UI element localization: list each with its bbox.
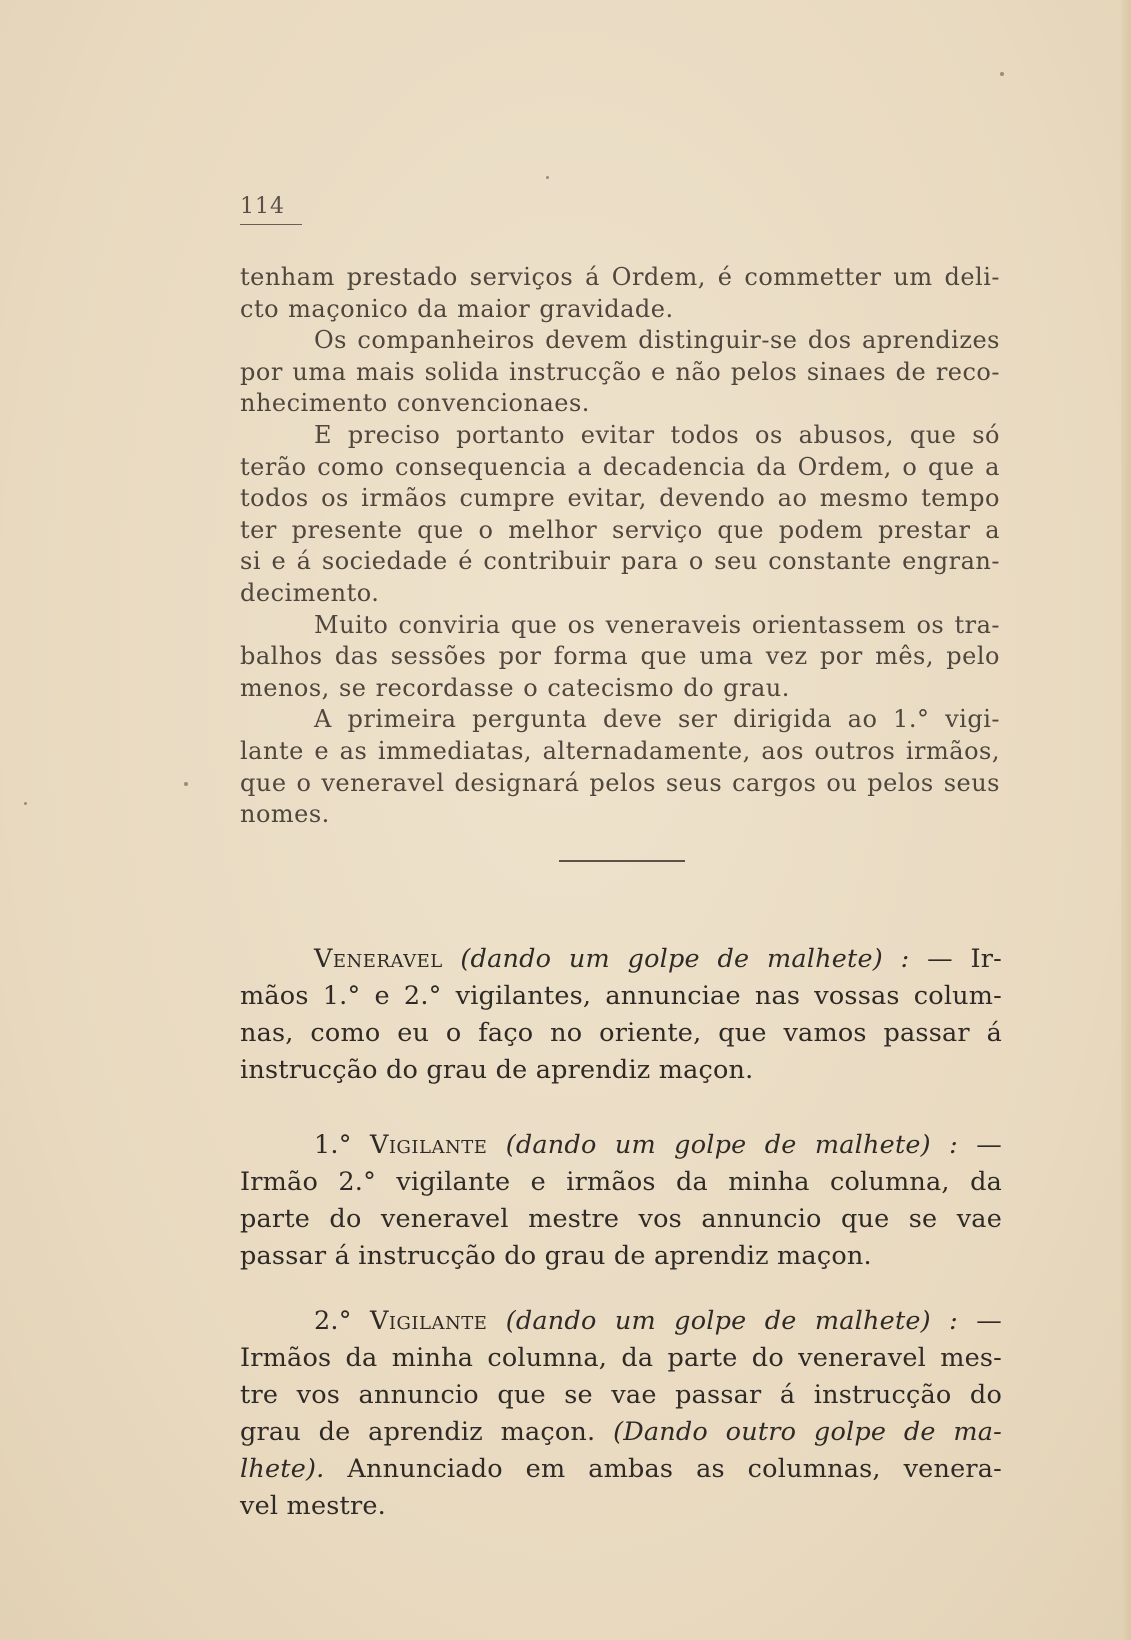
text-line: A primeira pergunta deve ser dirigida ao 1.° vigi- xyxy=(314,705,1000,734)
text-line: Os companheiros devem distinguir-se dos aprendizes xyxy=(314,326,1000,355)
speech-line: mãos 1.° e 2.° vigilantes, annunciae nas vossas colum- xyxy=(240,981,1002,1011)
speech-heading-line xyxy=(240,1127,1002,1164)
speech-line: nas, como eu o faço no oriente, que vamos passar á xyxy=(240,1018,1002,1048)
speech-veneravel xyxy=(240,941,1002,1089)
speech-first-tail: — xyxy=(957,1130,1002,1160)
section-divider-rule xyxy=(559,860,685,862)
speech-line-mixed xyxy=(240,1414,1002,1451)
speech-line: instrucção do grau de aprendiz maçon. xyxy=(240,1055,754,1085)
speech-second-vigilante xyxy=(240,1303,1002,1525)
stage-direction: (dando um golpe de malhete) : xyxy=(505,1130,958,1160)
speech-first-vigilante xyxy=(240,1127,1002,1275)
text-line: balhos das sessões por forma que uma vez por mês, pelo xyxy=(240,642,1000,671)
text-line: que o veneravel designará pelos seus cargos ou pelos seus xyxy=(240,768,1000,797)
text-line: ter presente que o melhor serviço que podem prestar a xyxy=(240,515,1000,544)
text-line: todos os irmãos cumpre evitar, devendo ao mesmo tempo xyxy=(240,484,1000,513)
ink-speck xyxy=(546,176,549,179)
speech-line: tre vos annuncio que se vae passar á instrucção do xyxy=(240,1380,1002,1410)
ink-speck xyxy=(1000,72,1004,76)
stage-direction: lhete). xyxy=(240,1454,325,1484)
page-number-underline xyxy=(240,224,302,225)
speech-prefix: 1.° xyxy=(314,1130,371,1160)
page-number: 114 xyxy=(240,194,285,219)
speech-line-mixed xyxy=(240,1451,1002,1488)
speech-heading-line xyxy=(240,1303,1002,1340)
speech-first-tail: — Ir- xyxy=(909,944,1002,974)
speech-line: Irmãos da minha columna, da parte do veneravel mes- xyxy=(240,1343,1002,1373)
page-edge-shadow xyxy=(1121,0,1131,1640)
text-line: E preciso portanto evitar todos os abusos, que só xyxy=(314,420,1000,449)
text-line: por uma mais solida instrucção e não pelos sinaes de reco- xyxy=(240,357,1000,386)
speaker-name: Veneravel xyxy=(314,944,443,974)
text-line: menos, se recordasse o catecismo do grau. xyxy=(240,673,790,702)
text-line: Muito conviria que os veneraveis orientassem os tra- xyxy=(314,610,1000,639)
speech-text: Annunciado em ambas as columnas, venera- xyxy=(324,1454,1002,1484)
speaker-name: Vigilante xyxy=(370,1306,488,1336)
speech-line: passar á instrucção do grau de aprendiz maçon. xyxy=(240,1241,872,1271)
stage-direction: (dando um golpe de malhete) : xyxy=(460,944,910,974)
speech-line: vel mestre. xyxy=(240,1491,386,1521)
speech-first-tail: — xyxy=(957,1306,1002,1336)
ink-speck xyxy=(24,802,27,805)
text-line: nomes. xyxy=(240,800,330,829)
text-line: tenham prestado serviços á Ordem, é commetter um deli- xyxy=(240,263,1000,291)
stage-direction: (dando um golpe de malhete) : xyxy=(505,1306,958,1336)
text-line: nhecimento convencionaes. xyxy=(240,389,590,418)
text-line: lante e as immediatas, alternadamente, aos outros irmãos, xyxy=(240,736,1000,765)
text-line: cto maçonico da maior gravidade. xyxy=(240,294,674,323)
speaker-name: Vigilante xyxy=(370,1130,488,1160)
speech-heading-line xyxy=(240,941,1002,978)
text-line: decimento. xyxy=(240,578,380,607)
text-line: terão como consequencia a decadencia da Ordem, o que a xyxy=(240,452,1000,481)
speech-line: parte do veneravel mestre vos annuncio que se vae xyxy=(240,1204,1002,1234)
text-line: si e á sociedade é contribuir para o seu constante engran- xyxy=(240,547,1000,576)
body-paragraphs xyxy=(240,262,1000,831)
speech-line: Irmão 2.° vigilante e irmãos da minha columna, da xyxy=(240,1167,1002,1197)
stage-direction: (Dando outro golpe de ma- xyxy=(613,1417,1002,1447)
ink-speck xyxy=(184,782,188,786)
speech-text: grau de aprendiz maçon. xyxy=(240,1417,614,1447)
speech-prefix: 2.° xyxy=(314,1306,371,1336)
